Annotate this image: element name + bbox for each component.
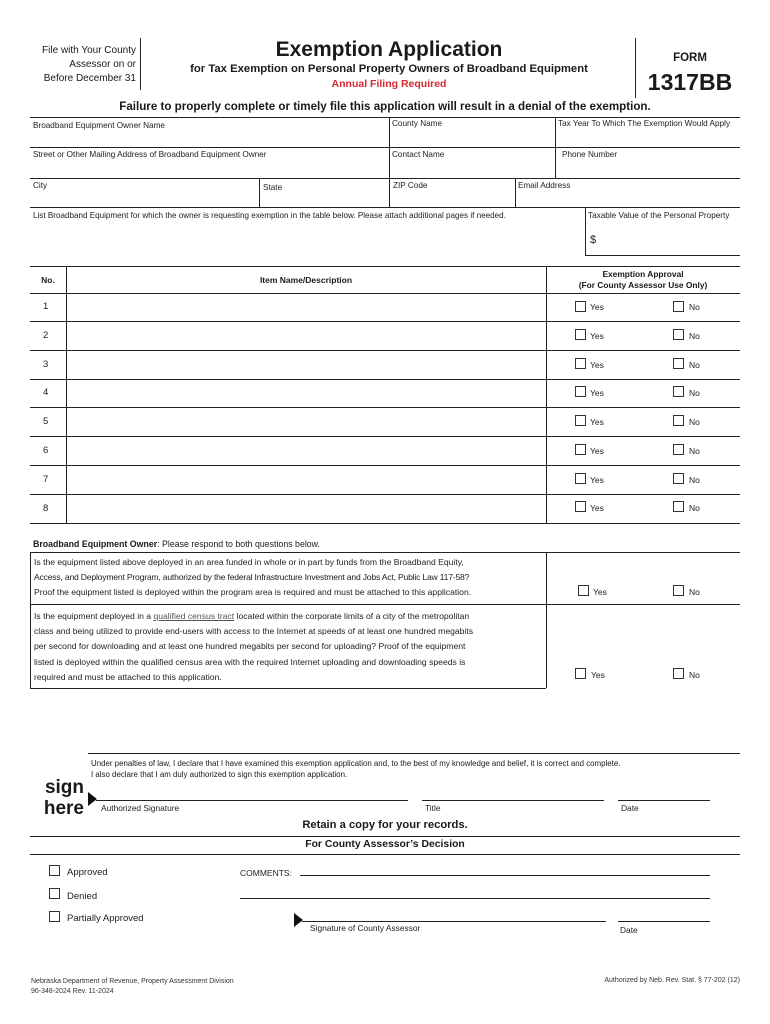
- title-label: Title: [425, 803, 441, 813]
- row-2-no-checkbox[interactable]: [673, 329, 684, 340]
- dollar-sign: $: [590, 234, 597, 246]
- grid-line: [515, 178, 516, 207]
- yes-label: Yes: [590, 417, 604, 427]
- question-1-yes-checkbox[interactable]: [578, 585, 589, 596]
- footer-department: Nebraska Department of Revenue, Property Assessment Division: [31, 978, 234, 985]
- question-1-line: Is the equipment listed above deployed in an area funded in whole or in part by funds from the Broadband Equity,: [34, 557, 464, 567]
- question-2-line: [34, 609, 544, 624]
- question-2-yes-checkbox[interactable]: [575, 668, 586, 679]
- question-1-no-checkbox[interactable]: [673, 585, 684, 596]
- file-with-line-1: File with Your County: [42, 45, 136, 56]
- question-line: [30, 604, 740, 605]
- row-number: 1: [43, 301, 49, 312]
- table-line: [30, 350, 740, 351]
- yes-label: Yes: [590, 360, 604, 370]
- assessor-rule: [30, 854, 740, 855]
- sign-here-label: [38, 777, 84, 819]
- contact-name-field[interactable]: Contact Name: [392, 150, 445, 159]
- city-field[interactable]: City: [33, 181, 48, 190]
- here-word: here: [43, 798, 84, 819]
- zip-code-field[interactable]: ZIP Code: [393, 181, 428, 190]
- table-line: [546, 266, 547, 523]
- col-approval-header: [546, 269, 740, 291]
- row-number: 8: [43, 503, 49, 514]
- row-1-no-checkbox[interactable]: [673, 301, 684, 312]
- grid-line: [30, 178, 740, 179]
- table-line: [66, 266, 67, 523]
- no-label: No: [689, 302, 700, 312]
- yes-label: Yes: [590, 446, 604, 456]
- assessor-date-line[interactable]: [618, 921, 710, 922]
- no-label: No: [689, 475, 700, 485]
- approved-checkbox[interactable]: [49, 865, 60, 876]
- owner-intro-text: : Please respond to both questions below.: [157, 539, 320, 549]
- owner-name-field[interactable]: Broadband Equipment Owner Name: [33, 121, 165, 130]
- county-name-field[interactable]: County Name: [392, 119, 443, 128]
- question-line: [546, 552, 547, 688]
- annual-filing-notice: Annual Filing Required: [331, 78, 447, 90]
- grid-line: [30, 147, 740, 148]
- declaration-line: Under penalties of law, I declare that I have examined this exemption application and, to the best of my knowledge and belief, it is correct and complete.: [91, 759, 621, 768]
- no-label: No: [689, 331, 700, 341]
- owner-questions-intro: [33, 539, 320, 549]
- row-4-no-checkbox[interactable]: [673, 386, 684, 397]
- header-divider-right: [635, 38, 636, 98]
- no-label: No: [689, 417, 700, 427]
- denied-checkbox[interactable]: [49, 888, 60, 899]
- denied-label: Denied: [67, 891, 98, 902]
- assessor-rule: [30, 836, 740, 837]
- table-line: [30, 494, 740, 495]
- grid-line: [389, 117, 390, 207]
- no-label: No: [689, 587, 700, 597]
- grid-line: [259, 178, 260, 207]
- footer-left: [31, 977, 234, 996]
- footer-authority: Authorized by Neb. Rev. Stat. § 77-202 (12): [604, 977, 740, 984]
- col-approval-note: (For County Assessor Use Only): [578, 280, 708, 290]
- row-3-no-checkbox[interactable]: [673, 358, 684, 369]
- table-line: [30, 523, 740, 524]
- partially-approved-label: Partially Approved: [67, 913, 144, 924]
- question-line: [30, 688, 546, 689]
- no-label: No: [689, 360, 700, 370]
- question-1-line: Proof the equipment listed is deployed within the program area is required and must be attached to this application.: [34, 587, 472, 598]
- table-line: [30, 436, 740, 437]
- question-1: [34, 555, 544, 601]
- yes-label: Yes: [590, 302, 604, 312]
- question-2-no-checkbox[interactable]: [673, 668, 684, 679]
- date-label: Date: [621, 803, 639, 813]
- sign-arrow-icon: [88, 792, 97, 806]
- grid-line: [30, 117, 740, 118]
- no-label: No: [689, 670, 700, 680]
- grid-line: [585, 255, 740, 256]
- authorized-signature-label: Authorized Signature: [101, 803, 180, 813]
- comments-label: COMMENTS:: [240, 868, 292, 878]
- question-2-suffix: located within the corporate limits of a city of the metropolitan: [234, 611, 470, 621]
- row-number: 2: [43, 330, 49, 341]
- row-number: 6: [43, 445, 49, 456]
- row-number: 7: [43, 474, 49, 485]
- state-field[interactable]: State: [263, 183, 283, 192]
- grid-line: [585, 207, 586, 255]
- no-label: No: [689, 446, 700, 456]
- yes-label: Yes: [590, 475, 604, 485]
- no-label: No: [689, 388, 700, 398]
- qualified-census-tract-link[interactable]: qualified census tract: [153, 611, 235, 621]
- row-7-yes-checkbox[interactable]: [575, 473, 586, 484]
- owner-intro-bold: Broadband Equipment Owner: [33, 539, 158, 549]
- row-number: 3: [43, 359, 49, 370]
- grid-line: [30, 207, 740, 208]
- row-2-yes-checkbox[interactable]: [575, 329, 586, 340]
- phone-number-field[interactable]: Phone Number: [562, 150, 618, 159]
- yes-label: Yes: [590, 331, 604, 341]
- yes-label: Yes: [591, 670, 605, 680]
- question-2-line: required and must be attached to this application.: [34, 671, 222, 682]
- row-6-no-checkbox[interactable]: [673, 444, 684, 455]
- list-instructions: List Broadband Equipment for which the owner is requesting exemption in the table below. Please attach additional pages if needed.: [33, 211, 506, 220]
- row-4-yes-checkbox[interactable]: [575, 386, 586, 397]
- table-line: [30, 321, 740, 322]
- yes-label: Yes: [590, 503, 604, 513]
- title-line[interactable]: [422, 800, 604, 801]
- row-5-yes-checkbox[interactable]: [575, 415, 586, 426]
- email-address-field[interactable]: Email Address: [518, 181, 571, 190]
- comments-line[interactable]: [240, 898, 710, 899]
- question-2-line: class and being utilized to provide end-users with access to the Internet at speeds of at least one hundred megabits: [34, 626, 474, 637]
- question-2-line: per second for downloading and at least one hundred megabits per second for uploading? Proof of the equipment: [34, 641, 466, 652]
- no-label: No: [689, 503, 700, 513]
- signature-top-rule: [88, 753, 740, 754]
- declaration: [91, 758, 620, 780]
- row-1-yes-checkbox[interactable]: [575, 301, 586, 312]
- assessor-arrow-icon: [294, 913, 303, 927]
- grid-line: [30, 266, 740, 267]
- col-item-header: Item Name/Description: [259, 275, 353, 285]
- assessor-date-label: Date: [620, 925, 638, 935]
- row-number: 5: [43, 416, 49, 427]
- mailing-address-field[interactable]: Street or Other Mailing Address of Broadband Equipment Owner: [33, 150, 267, 159]
- file-with-line-2: Assessor on or: [69, 59, 136, 70]
- assessor-signature-line[interactable]: [302, 921, 606, 922]
- question-2-prefix: Is the equipment deployed in a: [34, 611, 154, 621]
- approved-label: Approved: [67, 867, 108, 878]
- declaration-line: I also declare that I am duly authorized to sign this exemption application.: [91, 770, 348, 779]
- assessor-heading: For County Assessor’s Decision: [305, 839, 465, 850]
- row-number: 4: [43, 387, 49, 398]
- table-line: [30, 379, 740, 380]
- row-8-no-checkbox[interactable]: [673, 501, 684, 512]
- date-line[interactable]: [618, 800, 710, 801]
- question-2-line: listed is deployed within the qualified census area with the required Internet uploading and downloading speeds is: [34, 656, 466, 667]
- header-divider-left: [140, 38, 141, 90]
- col-approval-title: Exemption Approval: [602, 269, 684, 279]
- form-title: Exemption Application: [275, 38, 503, 61]
- row-6-yes-checkbox[interactable]: [575, 444, 586, 455]
- file-with-line-3: Before December 31: [43, 73, 136, 84]
- footer-revision: 96-348-2024 Rev. 11-2024: [31, 987, 114, 995]
- form-number: 1317BB: [647, 69, 733, 95]
- signature-line[interactable]: [96, 800, 408, 801]
- question-1-line: Access, and Deployment Program, authorized by the federal Infrastructure Investment and Jobs Act, Public Law 117-58?: [34, 572, 470, 583]
- form-subtitle: for Tax Exemption on Personal Property Owners of Broadband Equipment: [190, 63, 588, 75]
- col-no-header: No.: [41, 275, 55, 285]
- partially-approved-checkbox[interactable]: [49, 911, 60, 922]
- row-5-no-checkbox[interactable]: [673, 415, 684, 426]
- yes-label: Yes: [590, 388, 604, 398]
- table-line: [30, 465, 740, 466]
- yes-label: Yes: [593, 587, 607, 597]
- table-line: [30, 293, 740, 294]
- filing-warning: Failure to properly complete or timely file this application will result in a denial of the exemption.: [119, 100, 651, 113]
- question-line: [30, 552, 31, 688]
- row-3-yes-checkbox[interactable]: [575, 358, 586, 369]
- row-7-no-checkbox[interactable]: [673, 473, 684, 484]
- row-8-yes-checkbox[interactable]: [575, 501, 586, 512]
- tax-year-field[interactable]: Tax Year To Which The Exemption Would Apply: [558, 119, 731, 128]
- form-label: FORM: [673, 52, 707, 64]
- taxable-value-field[interactable]: Taxable Value of the Personal Property: [588, 211, 730, 220]
- retain-copy-notice: Retain a copy for your records.: [302, 819, 468, 831]
- question-line: [30, 552, 740, 553]
- question-2: [34, 609, 544, 685]
- table-line: [30, 407, 740, 408]
- assessor-signature-label: Signature of County Assessor: [310, 923, 421, 933]
- grid-line: [555, 117, 556, 178]
- comments-line[interactable]: [300, 875, 710, 876]
- sign-word: sign: [44, 777, 84, 798]
- file-with-note: [24, 44, 136, 86]
